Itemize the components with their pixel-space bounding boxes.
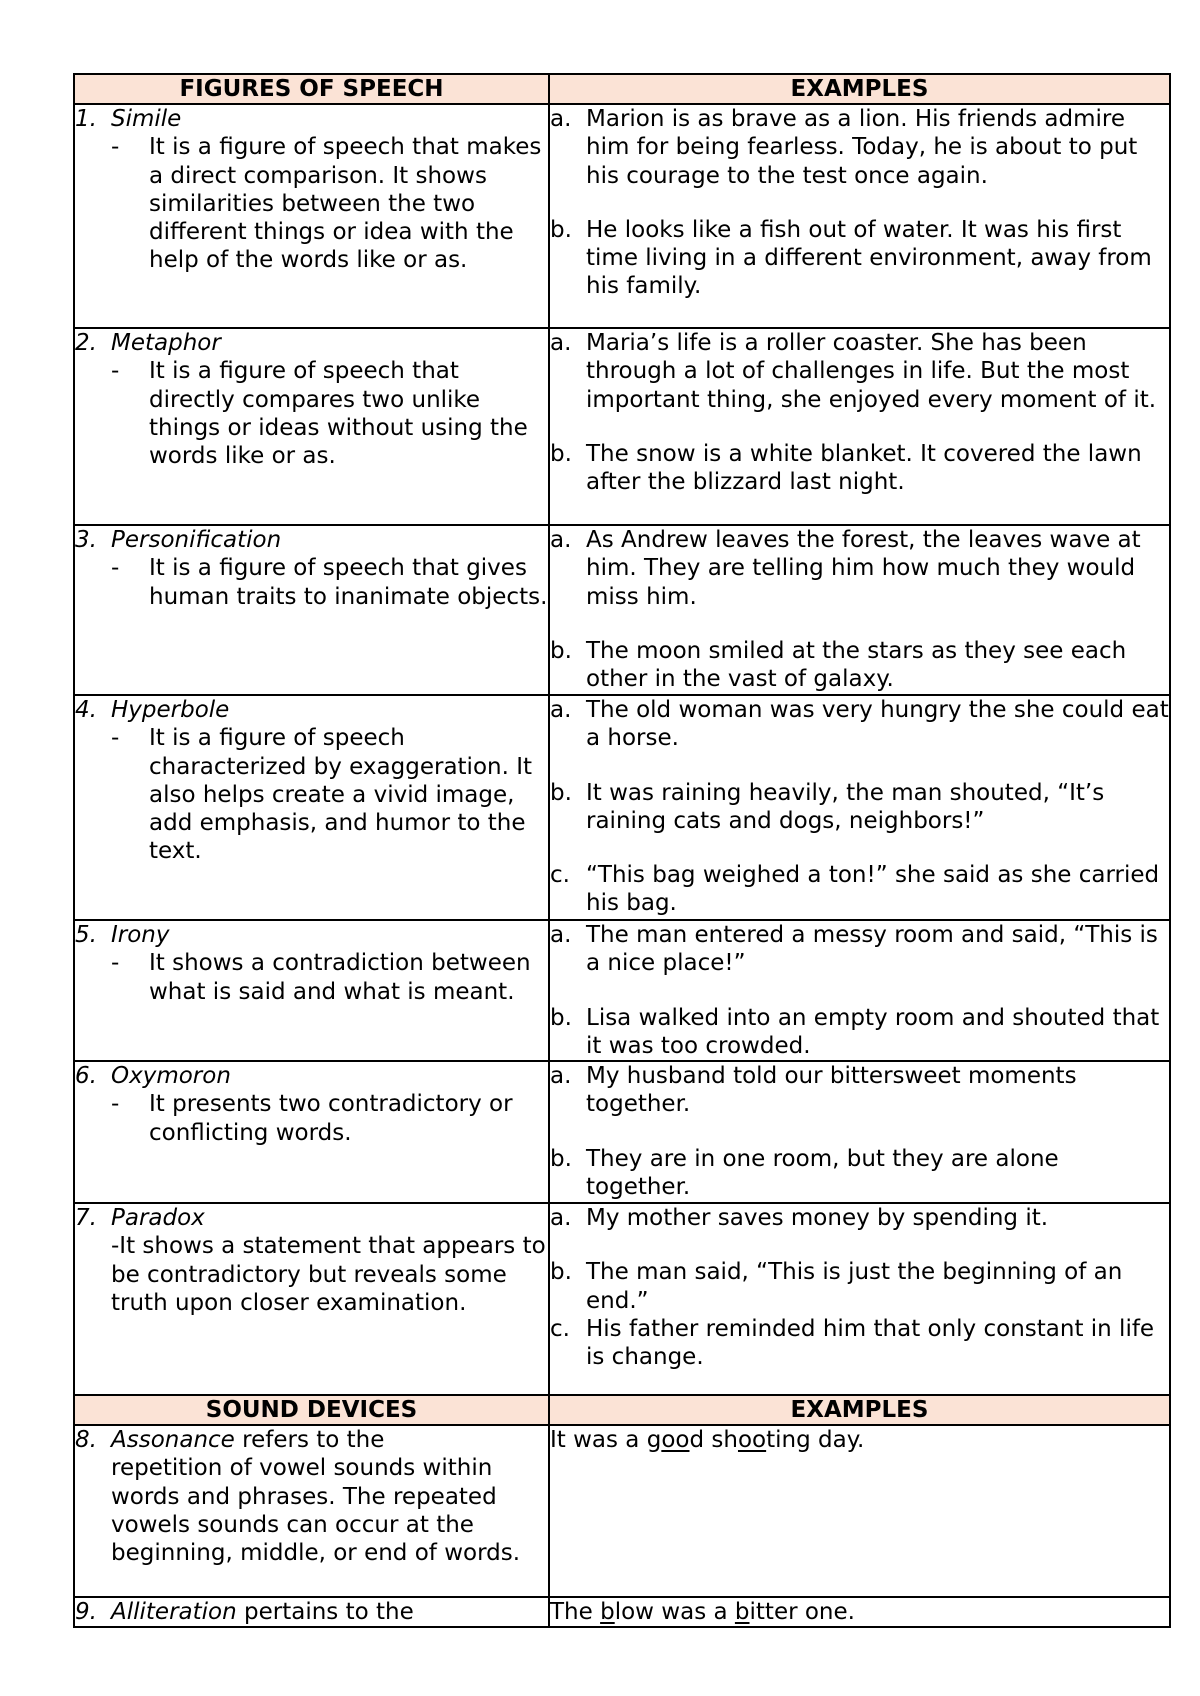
sound-device-cell [74,1425,549,1597]
figure-term: Metaphor [111,330,221,356]
example-text: His father reminded him that only constant in life is change. [586,1316,1155,1371]
example-text: My husband told our bittersweet moments together. [586,1063,1077,1118]
example-text-part: itter one. [749,1599,855,1626]
example-letter: a. [550,330,572,356]
examples-cell [549,1061,1170,1203]
sound-device-cell [74,1597,549,1627]
header-sound-devices: SOUND DEVICES [74,1395,549,1425]
examples-cell [549,525,1170,695]
example-letter: a. [550,697,572,723]
figure-definition: It is a figure of speech that makes a direct comparison. It shows similarities between the two different things or idea with the help of the words like or as. [149,134,542,274]
example-letter: a. [550,527,572,553]
example-letter: b. [550,1259,572,1286]
table-row [74,1597,1170,1627]
example-text: He looks like a fish out of water. It was his first time living in a different environment, away from his family. [586,216,1152,300]
table-row [74,104,1170,328]
dash-marker: - [111,555,120,582]
dash-marker: - [111,134,120,161]
example-text-part: low was a [614,1599,735,1626]
table-header-row [74,74,1170,104]
example-text-part: d sh [689,1427,738,1454]
header-examples: EXAMPLES [549,74,1170,104]
sound-device-term: Assonance [111,1427,235,1454]
figure-definition: -It shows a statement that appears to be contradictory but reveals some truth upon closer examination. [111,1233,546,1317]
example-text: Marion is as brave as a lion. His friends admire him for being fearless. Today, he is about to put his courage to the test once again. [586,106,1138,189]
underlined-sound: oo [661,1427,690,1454]
figure-definition: It is a figure of speech characterized by exaggeration. It also helps create a vivid image, add emphasis, and humor to the text. [149,725,533,865]
header-figures-of-speech: FIGURES OF SPEECH [74,74,549,104]
sound-device-desc: repetition of vowel sounds within words and phrases. The repeated vowels sounds can occur at the beginning, middle, or end of words. [111,1455,521,1567]
figure-term: Paradox [111,1205,205,1232]
item-number: 6. [75,1063,97,1090]
example-text: Lisa walked into an empty room and shouted that it was too crowded. [586,1004,1160,1059]
example-text: My mother saves money by spending it. [586,1205,1049,1232]
item-number: 7. [75,1205,97,1232]
item-number: 1. [75,106,97,132]
underlined-sound: oo [737,1427,767,1454]
table-row [74,1425,1170,1597]
sound-device-desc-start: refers to the [234,1427,385,1454]
underlined-sound: b [600,1599,615,1626]
dash-marker: - [111,358,120,385]
example-letter: c. [550,862,570,889]
table-row [74,525,1170,695]
example-letter: b. [550,1145,572,1172]
sound-devices-header-row [74,1395,1170,1425]
item-number: 4. [75,697,97,723]
examples-cell [549,920,1170,1061]
table-row [74,920,1170,1061]
example-text: The man entered a messy room and said, “This is a nice place!” [586,922,1158,977]
table-row [74,695,1170,920]
example-text: Maria’s life is a roller coaster. She has been through a lot of challenges in life. But the most important thing, she enjoyed every moment of it. [586,330,1157,413]
sound-device-term: Alliteration [111,1599,237,1626]
table-row [74,328,1170,525]
figure-definition: It presents two contradictory or conflicting words. [149,1091,513,1146]
example-text-part: It was a g [550,1427,662,1454]
example-letter: a. [550,1205,572,1232]
figure-term: Irony [111,922,170,948]
examples-cell [549,104,1170,328]
figure-cell [74,328,549,525]
example-letter: b. [550,779,572,806]
example-letter: c. [550,1316,570,1343]
figure-definition: It is a figure of speech that directly compares two unlike things or ideas without using the words like or as. [149,358,528,470]
sound-device-desc-start: pertains to the [236,1599,414,1626]
table-row [74,1061,1170,1203]
example-text: They are in one room, but they are alone together. [586,1145,1059,1201]
item-number: 9. [75,1599,97,1626]
example-letter: a. [550,106,572,132]
figure-term: Personification [111,527,282,553]
sound-example-cell [549,1597,1170,1627]
dash-marker: - [111,1091,120,1118]
figure-cell [74,1061,549,1203]
item-number: 2. [75,330,97,356]
example-text: The moon smiled at the stars as they see each other in the vast of galaxy. [586,637,1127,693]
figure-term: Oxymoron [111,1063,231,1090]
figure-cell [74,920,549,1061]
example-text: The man said, “This is just the beginning of an end.” [586,1259,1123,1314]
example-letter: b. [550,440,572,467]
dash-marker: - [111,725,120,752]
figure-cell [74,104,549,328]
sound-example-cell [549,1425,1170,1597]
item-number: 3. [75,527,97,553]
example-text: “This bag weighed a ton!” she said as she carried his bag. [586,862,1160,917]
example-letter: b. [550,1004,572,1031]
figure-definition: It is a figure of speech that gives human traits to inanimate objects. [149,555,548,610]
example-text: As Andrew leaves the forest, the leaves wave at him. They are telling him how much they would miss him. [586,527,1141,610]
examples-cell [549,1203,1170,1395]
item-number: 8. [75,1427,97,1454]
figures-of-speech-table [73,73,1171,1628]
figure-term: Hyperbole [111,697,230,723]
item-number: 5. [75,922,97,948]
example-text: The old woman was very hungry the she could eat a horse. [586,697,1169,752]
example-letter: a. [550,1063,572,1090]
dash-marker: - [111,950,120,977]
examples-cell [549,328,1170,525]
header-examples-2: EXAMPLES [549,1395,1170,1425]
figure-term: Simile [111,106,182,132]
underlined-sound: b [734,1599,750,1626]
example-letter: a. [550,922,572,948]
figure-cell [74,695,549,920]
figure-cell [74,525,549,695]
example-letter: b. [550,637,572,664]
figure-cell [74,1203,549,1395]
example-text-part: The [550,1599,601,1626]
example-text: The snow is a white blanket. It covered the lawn after the blizzard last night. [586,440,1142,496]
example-text-part: ting day. [766,1427,865,1454]
example-letter: b. [550,216,572,243]
table-row [74,1203,1170,1395]
example-text: It was raining heavily, the man shouted, “It’s raining cats and dogs, neighbors!” [586,779,1105,834]
examples-cell [549,695,1170,920]
figure-definition: It shows a contradiction between what is said and what is meant. [149,950,531,1005]
